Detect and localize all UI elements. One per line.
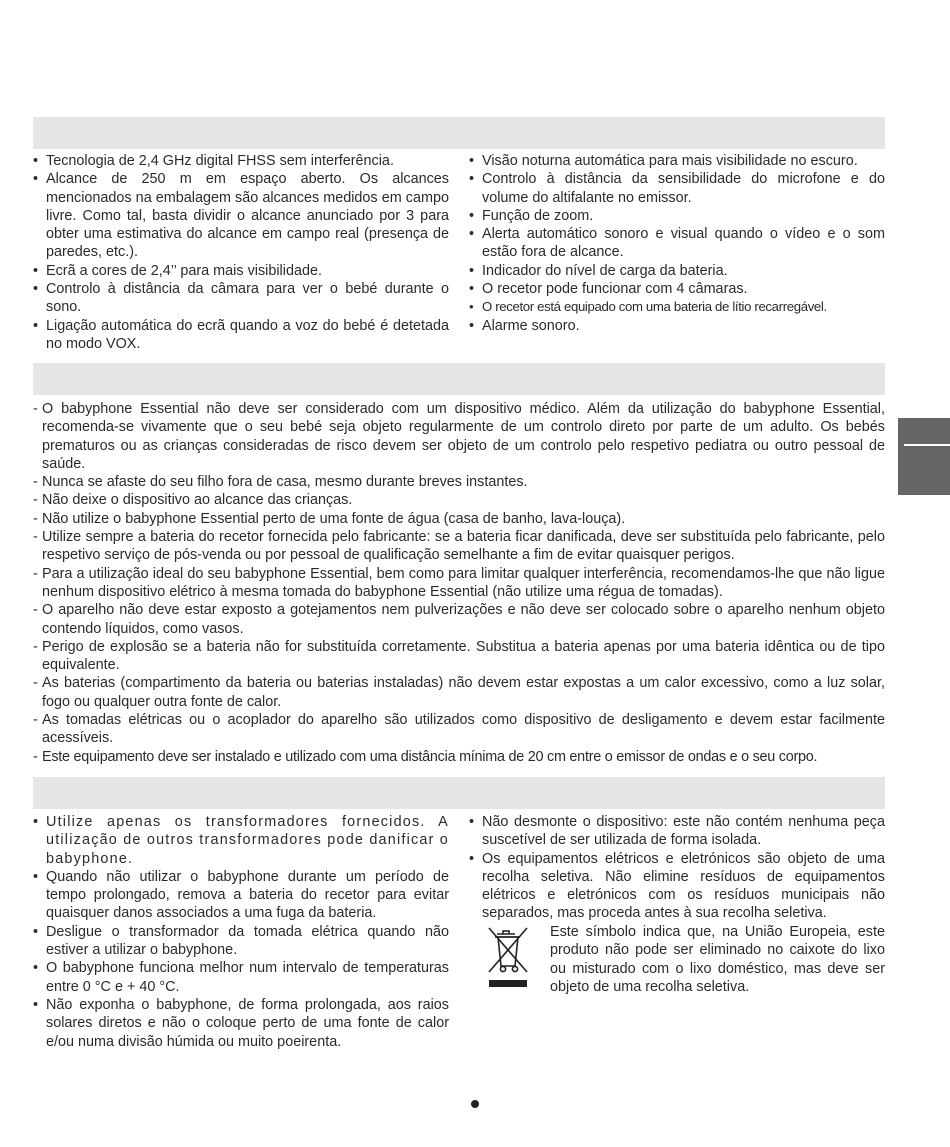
list-item: • Quando não utilizar o babyphone durante um período de tempo prolongado, remova a bateria do recetor para evitar quaisquer danos associados a uma fuga da bateria. bbox=[33, 868, 449, 923]
list-item: - Para a utilização ideal do seu babyphone Essential, bem como para limitar qualquer interferência, recomendamos-lhe que não ligue nenhum dispositivo elétrico à mesma tomada do babyphone Essential (não utilize uma régua de tomadas). bbox=[33, 565, 885, 602]
weee-text: Este símbolo indica que, na União Europeia, este produto não pode ser eliminado no caixote do lixo ou misturado com o lixo doméstico, mas deve ser objeto de uma recolha seletiva. bbox=[550, 924, 885, 995]
list-item: - O babyphone Essential não deve ser considerado com um dispositivo médico. Além da utilização do babyphone Essential, recomenda-se vivamente que o seu bebé seja objeto regularmente de um controlo direto por parte de um adulto. Os bebés prematuros ou as crianças consideradas de risco devem ser objeto de um controlo pelo respetivo pediatra ou outro pessoal de saúde. bbox=[33, 400, 885, 473]
list-item: • Alcance de 250 m em espaço aberto. Os alcances mencionados na embalagem são alcances medidos em campo livre. Como tal, basta dividir o alcance anunciado por 3 para obter uma estimativa do alcance em campo real (presença de paredes, etc.). bbox=[33, 170, 449, 261]
list-item: - Não utilize o babyphone Essential perto de uma fonte de água (casa de banho, lava-louça). bbox=[33, 510, 885, 528]
list-item: - As baterias (compartimento da bateria ou baterias instaladas) não devem estar expostas a um calor excessivo, como a luz solar, fogo ou qualquer outra fonte de calor. bbox=[33, 674, 885, 711]
list-item: - Utilize sempre a bateria do recetor fornecida pelo fabricante: se a bateria ficar danificada, deve ser substituída pelo fabricante, pelo respetivo serviço de pós-venda ou por pessoal de qualificação semelhante a fim de evitar quaisquer perigos. bbox=[33, 528, 885, 565]
section-header-band-warnings bbox=[33, 363, 885, 395]
list-item: • Alerta automático sonoro e visual quando o vídeo e o som estão fora de alcance. bbox=[469, 225, 885, 262]
list-item: • O recetor pode funcionar com 4 câmaras. bbox=[469, 280, 885, 298]
list-item: - O aparelho não deve estar exposto a gotejamentos nem pulverizações e não deve ser colocado sobre o aparelho nenhum objeto contendo líquidos, como vasos. bbox=[33, 601, 885, 638]
features-list-right bbox=[469, 152, 885, 335]
list-item: • Não desmonte o dispositivo: este não contém nenhuma peça suscetível de ser utilizada de forma isolada. bbox=[469, 813, 885, 850]
list-item: - As tomadas elétricas ou o acoplador do aparelho são utilizados como dispositivo de desligamento e devem estar facilmente acessíveis. bbox=[33, 711, 885, 748]
warnings-list bbox=[33, 400, 885, 766]
list-item: - Perigo de explosão se a bateria não for substituída corretamente. Substitua a bateria apenas por uma bateria idêntica ou de tipo equivalente. bbox=[33, 638, 885, 675]
care-list-right bbox=[469, 813, 885, 923]
list-item: • Função de zoom. bbox=[469, 207, 885, 225]
list-item: • Não exponha o babyphone, de forma prolongada, aos raios solares diretos e não o coloque perto de uma fonte de calor e/ou numa divisão húmida ou muito poeirenta. bbox=[33, 996, 449, 1051]
list-item: • Alarme sonoro. bbox=[469, 317, 885, 335]
language-side-tab bbox=[898, 418, 950, 495]
section-header-band-features bbox=[33, 117, 885, 149]
list-item: - Nunca se afaste do seu filho fora de casa, mesmo durante breves instantes. bbox=[33, 473, 885, 491]
list-item: • Controlo à distância da câmara para ver o bebé durante o sono. bbox=[33, 280, 449, 317]
list-item: • Controlo à distância da sensibilidade do microfone e do volume do altifalante no emissor. bbox=[469, 170, 885, 207]
list-item: • Desligue o transformador da tomada elétrica quando não estiver a utilizar o babyphone. bbox=[33, 923, 449, 960]
list-item: • Os equipamentos elétricos e eletrónicos são objeto de uma recolha seletiva. Não elimine resíduos de equipamentos elétricos e eletrónicos com os resíduos municipais não separados, mas proceda antes à sua recolha seletiva. bbox=[469, 850, 885, 923]
list-item: • Tecnologia de 2,4 GHz digital FHSS sem interferência. bbox=[33, 152, 449, 170]
list-item: • Utilize apenas os transformadores fornecidos. A utilização de outros transformadores pode danificar o babyphone. bbox=[33, 813, 449, 868]
care-list-left bbox=[33, 813, 449, 1051]
list-item: - Não deixe o dispositivo ao alcance das crianças. bbox=[33, 491, 885, 509]
crossed-out-wheelie-bin-icon bbox=[486, 924, 530, 988]
page-dot-icon bbox=[471, 1100, 479, 1108]
list-item: • Indicador do nível de carga da bateria. bbox=[469, 262, 885, 280]
section-header-band-care bbox=[33, 777, 885, 809]
list-item: • Ecrã a cores de 2,4’’ para mais visibilidade. bbox=[33, 262, 449, 280]
features-list-left bbox=[33, 152, 449, 353]
list-item: • O babyphone funciona melhor num intervalo de temperaturas entre 0 °C e + 40 °C. bbox=[33, 959, 449, 996]
list-item: • O recetor está equipado com uma bateria de lítio recarregável. bbox=[469, 298, 885, 316]
list-item: • Visão noturna automática para mais visibilidade no escuro. bbox=[469, 152, 885, 170]
side-tab-divider bbox=[904, 444, 950, 446]
list-item: - Este equipamento deve ser instalado e utilizado com uma distância mínima de 20 cm entre o emissor de ondas e o seu corpo. bbox=[33, 748, 885, 766]
list-item: • Ligação automática do ecrã quando a voz do bebé é detetada no modo VOX. bbox=[33, 317, 449, 354]
